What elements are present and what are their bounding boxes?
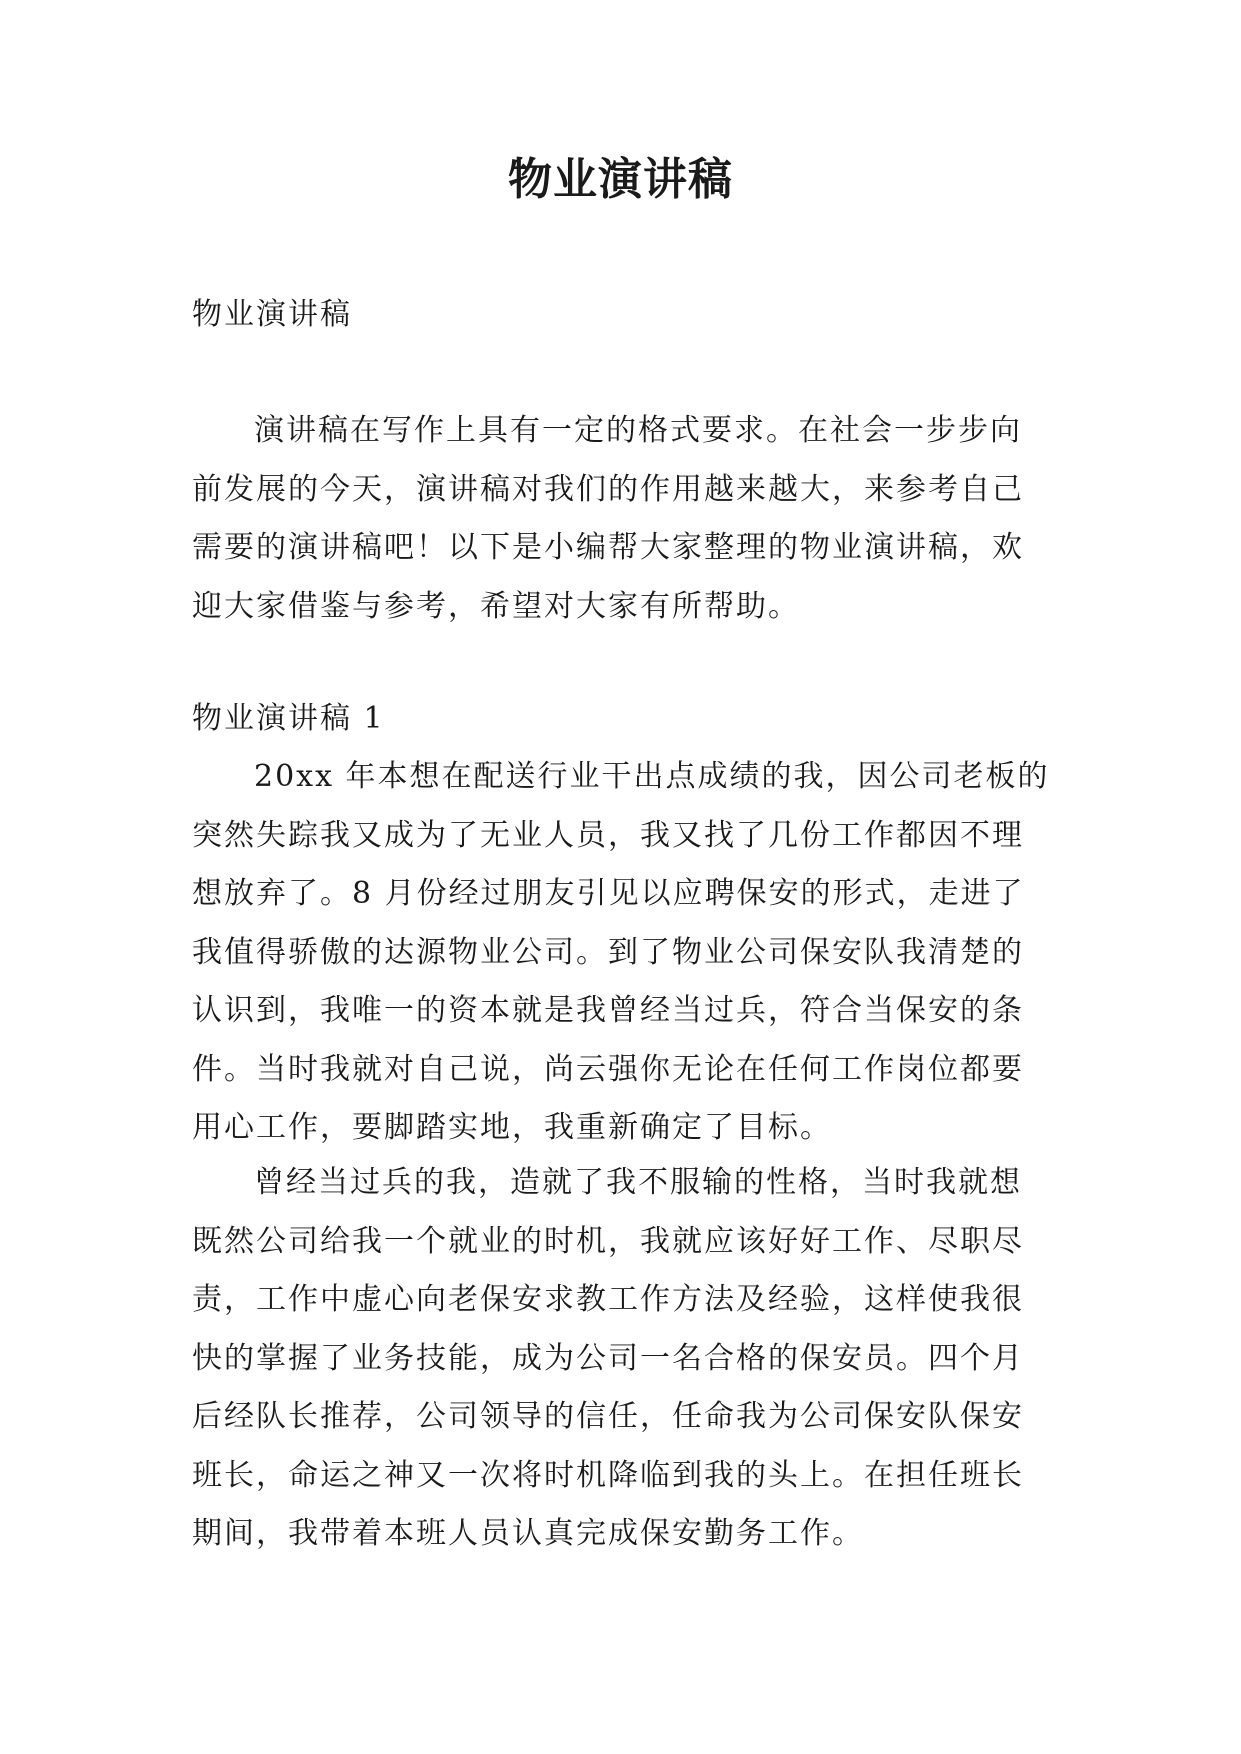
- intro-paragraph: 演讲稿在写作上具有一定的格式要求。在社会一步步向前发展的今天，演讲稿对我们的作用越来越大，来参考自己需要的演讲稿吧！以下是小编帮大家整理的物业演讲稿，欢迎大家借鉴与参考，希望对大家有所帮助。: [192, 413, 1024, 624]
- section-heading: 物业演讲稿 1: [192, 701, 385, 736]
- body-paragraph: 20xx 年本想在配送行业干出点成绩的我，因公司老板的突然失踪我又成为了无业人员，我又找了几份工作都因不理想放弃了。8 月份经过朋友引见以应聘保安的形式，走进了我值得骄傲的达源物业公司。到了物业公司保安队我清楚的认识到，我唯一的资本就是我曾经当过兵，符合当保安的条件。当时我就对自己说，尚云强你无论在任何工作岗位都要用心工作，要脚踏实地，我重新确定了目标。: [192, 759, 1050, 1145]
- document-subtitle: 物业演讲稿: [192, 297, 352, 332]
- body-paragraph: 曾经当过兵的我，造就了我不服输的性格，当时我就想既然公司给我一个就业的时机，我就应该好好工作、尽职尽责，工作中虚心向老保安求教工作方法及经验，这样使我很快的掌握了业务技能，成为公司一名合格的保安员。四个月后经队长推荐，公司领导的信任，任命我为公司保安队保安班长，命运之神又一次将时机降临到我的头上。在担任班长期间，我带着本班人员认真完成保安勤务工作。: [192, 1165, 1024, 1551]
- document-title: 物业演讲稿: [508, 154, 733, 205]
